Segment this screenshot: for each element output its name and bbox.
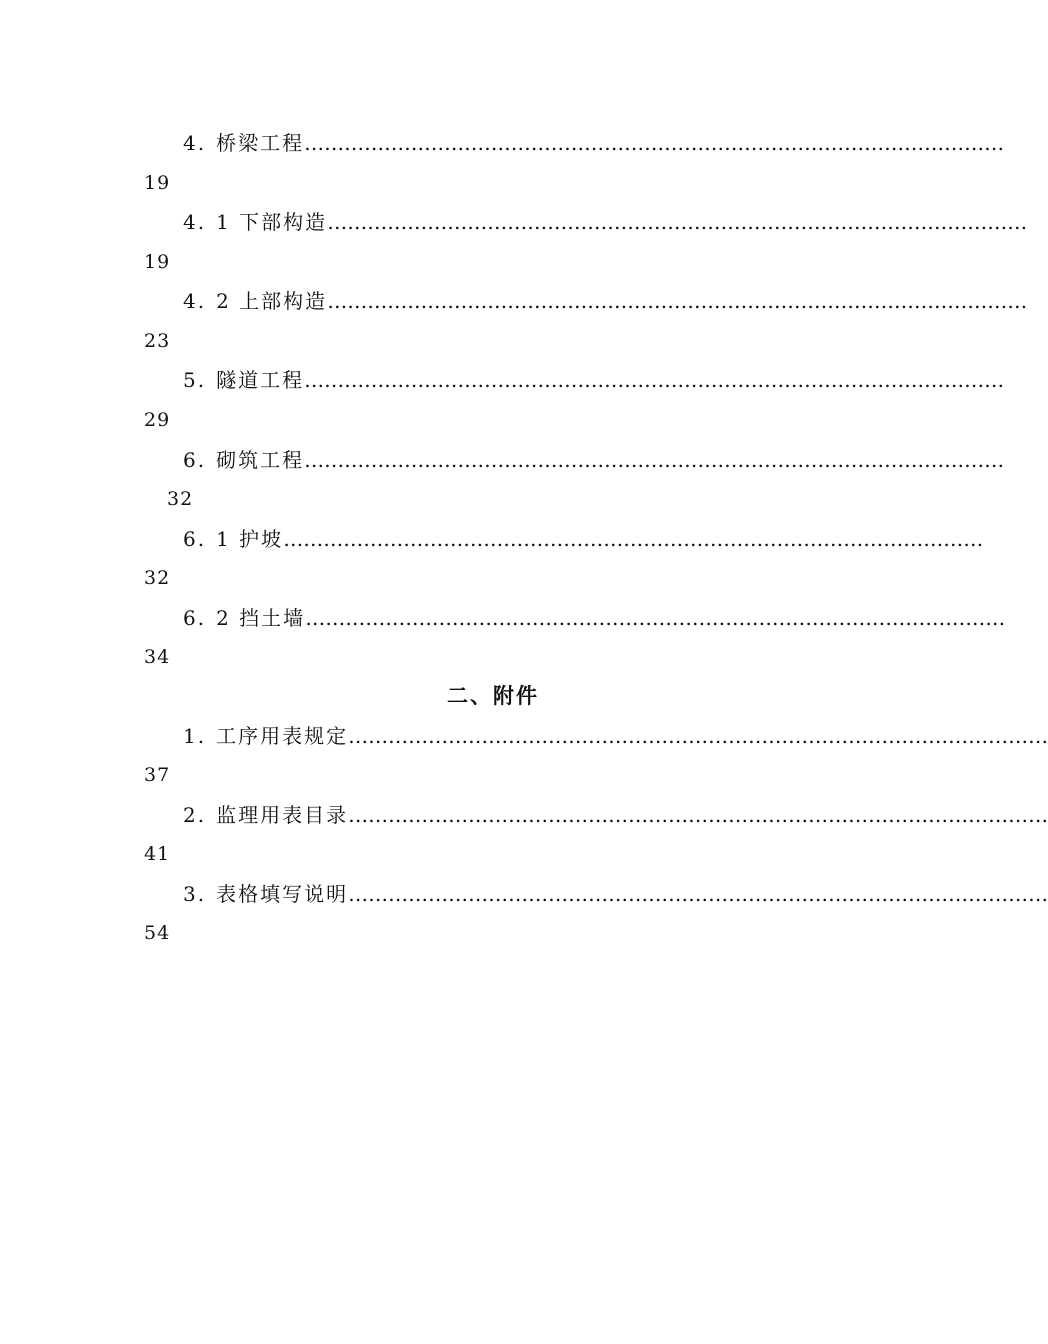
toc-entry-title: 隧道工程: [216, 368, 305, 392]
toc-page-number: 29: [144, 409, 171, 431]
toc-entry-title: 1 护坡: [216, 527, 284, 551]
toc-page-number: 34: [144, 646, 171, 668]
toc-entry-title: 2 挡土墙: [216, 606, 306, 630]
dot-leader: ……………………………………………………………………………………………: [348, 724, 1048, 748]
dot-leader: ……………………………………………………………………………………………: [348, 882, 1048, 906]
toc-entry-title: 砌筑工程: [216, 448, 305, 472]
toc-page-number: 23: [144, 330, 171, 352]
toc-page-number: 19: [144, 251, 171, 273]
toc-entry[interactable]: [183, 524, 984, 554]
toc-entry-title: 工序用表规定: [216, 724, 349, 748]
toc-page-number: 37: [144, 764, 171, 786]
toc-entry[interactable]: [183, 128, 1005, 158]
toc-entry-title: 表格填写说明: [216, 882, 349, 906]
toc-page-number: 32: [167, 488, 194, 510]
toc-entry-title: 监理用表目录: [216, 803, 349, 827]
dot-leader: ……………………………………………………………………………………………: [348, 803, 1048, 827]
dot-leader: ……………………………………………………………………………………………: [327, 210, 1028, 234]
toc-entry[interactable]: [183, 286, 1028, 316]
toc-entry[interactable]: [183, 721, 1048, 751]
section-heading: 二、附件: [447, 684, 539, 708]
toc-entry-title: 1 下部构造: [216, 210, 328, 234]
dot-leader: ……………………………………………………………………………………………: [283, 527, 984, 551]
toc-entry[interactable]: [183, 207, 1028, 237]
toc-entry-number: 1.: [183, 724, 207, 748]
toc-entry-title: 2 上部构造: [216, 289, 328, 313]
dot-leader: ……………………………………………………………………………………………: [304, 448, 1005, 472]
toc-entry-number: 2.: [183, 803, 207, 827]
toc-entry-number: 5.: [183, 368, 207, 392]
toc-page-number: 19: [144, 172, 171, 194]
toc-entry-number: 4.: [183, 289, 207, 313]
dot-leader: ……………………………………………………………………………………………: [304, 131, 1005, 155]
dot-leader: ……………………………………………………………………………………………: [327, 289, 1028, 313]
dot-leader: ……………………………………………………………………………………………: [304, 368, 1005, 392]
toc-entry-title: 桥梁工程: [216, 131, 305, 155]
toc-entry-number: 4.: [183, 210, 207, 234]
toc-page-number: 32: [144, 567, 171, 589]
toc-entry-number: 4.: [183, 131, 207, 155]
toc-page-number: 54: [144, 922, 171, 944]
toc-page-number: 41: [144, 843, 171, 865]
toc-entry-number: 6.: [183, 527, 207, 551]
toc-entry[interactable]: [183, 800, 1048, 830]
dot-leader: ……………………………………………………………………………………………: [305, 606, 1006, 630]
toc-entry[interactable]: [183, 365, 1005, 395]
toc-entry[interactable]: [183, 879, 1048, 909]
toc-entry[interactable]: [183, 603, 1006, 633]
toc-entry-number: 6.: [183, 448, 207, 472]
toc-entry-number: 3.: [183, 882, 207, 906]
toc-entry[interactable]: [183, 445, 1005, 475]
toc-entry-number: 6.: [183, 606, 207, 630]
